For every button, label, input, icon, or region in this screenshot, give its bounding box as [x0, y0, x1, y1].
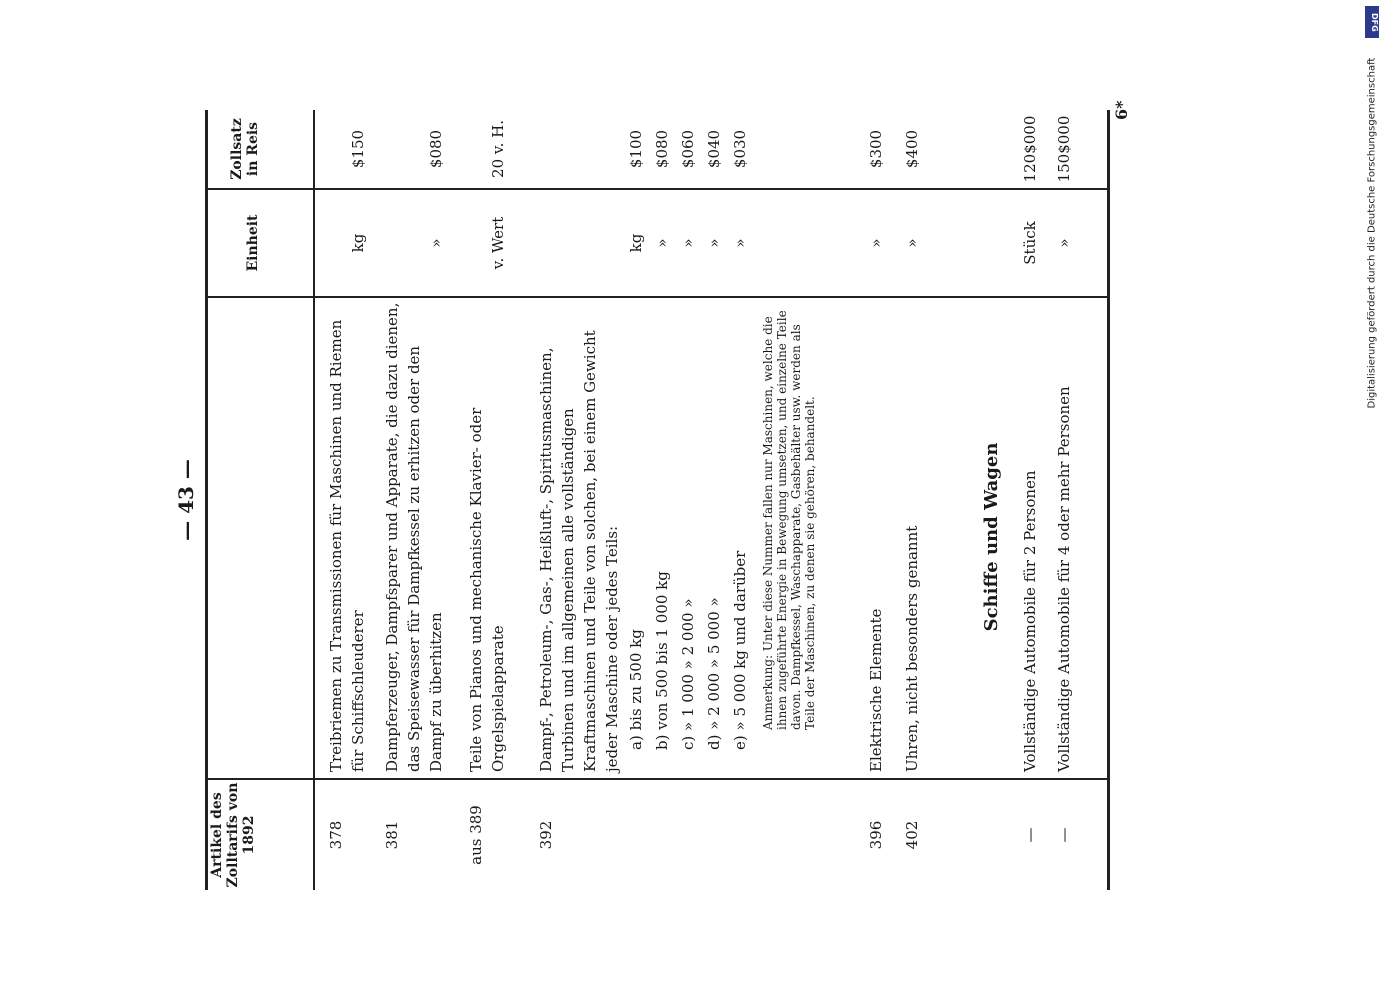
article-number: — — [1021, 827, 1039, 843]
row-description: Dampf-, Petroleum-, Gas-, Heißluft-, Spiritusmaschinen, Turbinen und im allgemeinen alle vollständigen Kraftmaschinen und Teile von solchen, bei einem Gewicht jeder Maschine oder jedes Teils: — [537, 330, 621, 772]
article-number: — — [1055, 827, 1073, 843]
row-rate: 20 v. H. — [489, 120, 507, 178]
row-description: Dampferzeuger, Dampfsparer und Apparate, die dazu dienen, das Speisewasser für Dampfkessel zu erhitzen oder den Dampf zu überhitzen — [383, 302, 445, 772]
row-rate: $040 — [705, 129, 723, 169]
header-artikel: Artikel des Zolltarifs von 1892 — [209, 782, 257, 888]
row-rate: $100 — [627, 129, 645, 169]
row-rate: $080 — [653, 129, 671, 169]
row-unit: » — [1055, 238, 1073, 248]
row-description: Treibriemen zu Transmissionen für Maschinen und Riemen für Schiffschleuderer — [327, 319, 367, 772]
signature-mark: 6* — [1112, 100, 1131, 120]
row-description: a) bis zu 500 kg — [627, 629, 645, 750]
row-unit: kg — [627, 233, 645, 253]
article-number: aus 389 — [467, 805, 485, 865]
article-number: 402 — [903, 820, 921, 850]
row-description: c) » 1 000 » 2 000 » — [679, 598, 697, 750]
row-unit: » — [903, 238, 921, 248]
row-unit: v. Wert — [489, 216, 507, 270]
dfg-credit-text: Digitalisierung gefördert durch die Deutsche Forschungsgemeinschaft — [1366, 57, 1378, 409]
row-description: b) von 500 bis 1 000 kg — [653, 571, 671, 750]
row-unit: » — [653, 238, 671, 248]
row-description: d) » 2 000 » 5 000 » — [705, 597, 723, 750]
row-unit: kg — [349, 233, 367, 253]
table-bottom-rule — [1107, 110, 1110, 890]
article-number: 381 — [383, 820, 401, 850]
dfg-sidebar — [1365, 6, 1379, 409]
row-description: Uhren, nicht besonders genannt — [903, 525, 921, 772]
row-unit: » — [705, 238, 723, 248]
row-rate: $060 — [679, 129, 697, 169]
page-number: — 43 — — [174, 459, 198, 541]
row-rate: $030 — [731, 129, 749, 169]
column-divider — [205, 296, 1110, 298]
tariff-table — [205, 110, 1110, 890]
header-einheit: Einheit — [245, 214, 261, 272]
row-rate: $080 — [427, 129, 445, 169]
dfg-logo: DFG — [1365, 6, 1379, 38]
header-zollsatz: Zollsatz in Reis — [229, 118, 261, 180]
row-rate: $300 — [867, 129, 885, 169]
row-rate: 150$000 — [1055, 115, 1073, 183]
remark-note: Anmerkung: Unter diese Nummer fallen nur Maschinen, welche die ihnen zugeführte Energie in Bewegung umsetzen, und einzelne Teile davon. Dampfkessel, Waschapparate, Gasbehälter usw. werden als Teile der Maschinen, zu denen sie gehören, behandelt. — [761, 310, 817, 730]
article-number: 392 — [537, 820, 555, 850]
row-unit: » — [731, 238, 749, 248]
row-rate: 120$000 — [1021, 115, 1039, 183]
article-number: 378 — [327, 820, 345, 850]
row-rate: $150 — [349, 129, 367, 169]
table-header-rule — [313, 110, 315, 890]
row-unit: » — [427, 238, 445, 248]
row-rate: $400 — [903, 129, 921, 169]
row-description: Teile von Pianos und mechanische Klavier- oder Orgelspielapparate — [467, 407, 507, 772]
row-description: Vollständige Automobile für 4 oder mehr Personen — [1055, 386, 1073, 772]
row-description: Vollständige Automobile für 2 Personen — [1021, 470, 1039, 772]
row-unit: » — [679, 238, 697, 248]
row-unit: » — [867, 238, 885, 248]
table-top-rule — [205, 110, 208, 890]
article-number: 396 — [867, 820, 885, 850]
row-description: Elektrische Elemente — [867, 608, 885, 772]
section-title: Schiffe und Wagen — [981, 442, 1002, 632]
row-description: e) » 5 000 kg und darüber — [731, 550, 749, 750]
row-unit: Stück — [1021, 221, 1039, 265]
